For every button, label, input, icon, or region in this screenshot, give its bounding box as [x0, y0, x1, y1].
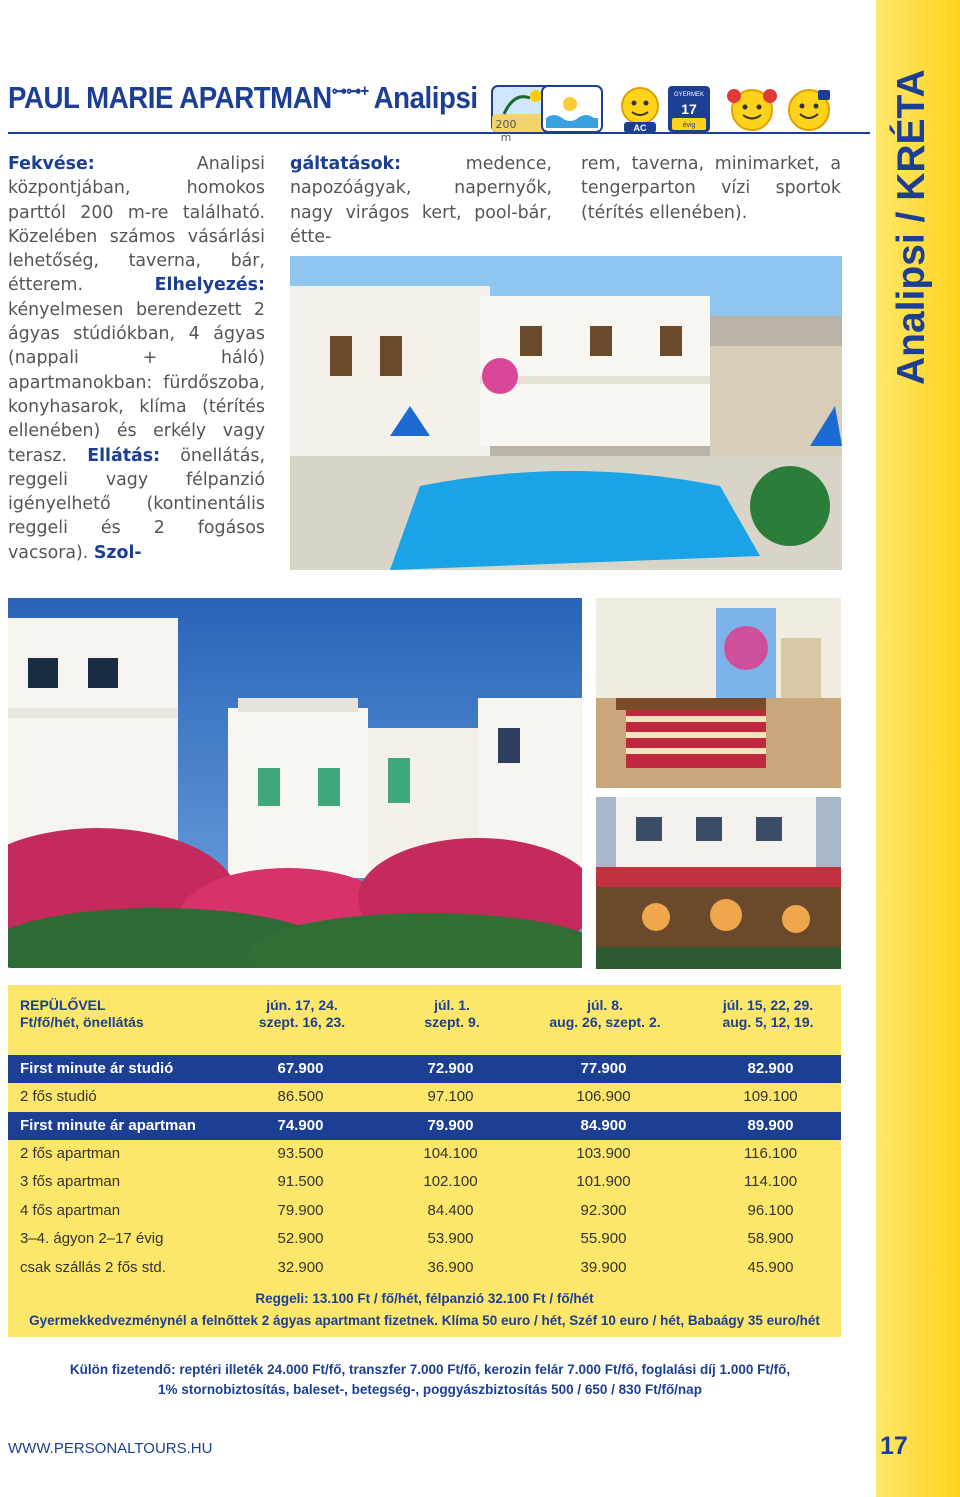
period-2-line2: szept. 9. [424, 1014, 480, 1030]
row-value: 39.900 [580, 1259, 627, 1276]
row-value: 74.900 [277, 1117, 324, 1134]
period-3-line2: aug. 26, szept. 2. [549, 1014, 661, 1030]
row-value: 109.100 [743, 1088, 798, 1105]
row-value: 79.900 [427, 1117, 474, 1134]
child-discount-note: Gyermekkedvezménynél a felnőttek 2 ágyas apartmant fizetnek. Klíma 50 euro / hét, Széf 10 euro / hét, Babaágy 35 euro/hét [29, 1313, 820, 1328]
ac-icon [612, 84, 668, 134]
restaurant-photo [596, 797, 841, 969]
services-text-part1: medence, napozóágyak, napernyők, nagy virágos kert, pool-bár, étte- [290, 154, 552, 247]
child-icon-top: GYERMEK [673, 92, 705, 98]
row-value: 79.900 [277, 1202, 324, 1219]
row-value: 82.900 [747, 1060, 794, 1077]
period-2-line1: júl. 1. [434, 997, 470, 1013]
row-value: 53.900 [427, 1230, 474, 1247]
child-age-icon [666, 84, 712, 134]
ac-icon-text: AC [633, 123, 647, 133]
table-row [8, 1254, 841, 1282]
meal-note: Reggeli: 13.100 Ft / fő/hét, félpanzió 32.100 Ft / fő/hét [255, 1291, 594, 1306]
row-value: 104.100 [423, 1145, 478, 1162]
period-1-line2: szept. 16, 23. [258, 1014, 346, 1030]
row-value: 91.500 [277, 1173, 324, 1190]
smiley-icon [784, 84, 834, 134]
row-label: 3–4. ágyon 2–17 évig [20, 1230, 164, 1247]
row-value: 116.100 [743, 1145, 798, 1162]
period-4-line2: aug. 5, 12, 19. [722, 1014, 814, 1030]
location-name: Analipsi [373, 80, 478, 115]
row-value: 45.900 [747, 1259, 794, 1276]
row-label: First minute ár apartman [20, 1117, 196, 1134]
row-value: 96.100 [747, 1202, 794, 1219]
distance-label: 200 m [495, 118, 517, 144]
table-row [8, 1225, 841, 1253]
side-label: Analipsi / KRÉTA [890, 69, 933, 385]
row-value: 72.900 [427, 1060, 474, 1077]
extra-fees-line1: Külön fizetendő: reptéri illeték 24.000 Ft/fő, transzfer 7.000 Ft/fő, kerozin felár 7.000 Ft/fő, foglalási díj 1.000 Ft/fő, [69, 1362, 791, 1377]
table-row [8, 1055, 841, 1083]
row-value: 106.900 [576, 1088, 631, 1105]
room-photo [596, 598, 841, 788]
row-value: 102.100 [423, 1173, 478, 1190]
row-value: 36.900 [427, 1259, 474, 1276]
location-label: Fekvése: [8, 154, 95, 174]
key-rating-icon: ⊶⊶+ [331, 81, 369, 101]
child-age-unit: évig [682, 122, 696, 129]
row-value: 58.900 [747, 1230, 794, 1247]
row-label: First minute ár studió [20, 1060, 174, 1077]
board-label: Ellátás: [87, 445, 161, 466]
row-value: 89.900 [747, 1117, 794, 1134]
pool-icon [540, 84, 604, 134]
row-value: 103.900 [576, 1145, 631, 1162]
services-label-part1: Szol- [93, 542, 142, 563]
row-value: 101.900 [576, 1173, 631, 1190]
row-label: csak szállás 2 fős std. [20, 1259, 166, 1276]
description-column-3 [581, 152, 841, 242]
row-value: 32.900 [277, 1259, 324, 1276]
period-header-4 [698, 997, 838, 1031]
child-age-text: 17 [681, 101, 697, 117]
row-value: 97.100 [427, 1088, 474, 1105]
table-header-label [20, 997, 240, 1031]
table-header-line1: REPÜLŐVEL [20, 997, 106, 1013]
period-header-2 [392, 997, 512, 1031]
page-number: 17 [880, 1432, 908, 1460]
table-row [8, 1197, 841, 1225]
child-icon [720, 84, 784, 134]
period-4-line1: júl. 15, 22, 29. [722, 997, 814, 1013]
page-title [8, 80, 478, 126]
row-value: 84.400 [427, 1202, 474, 1219]
accommodation-label: Elhelyezés: [154, 275, 265, 296]
services-label-part2: gáltatások: [290, 154, 402, 174]
price-table [8, 985, 841, 1337]
table-row [8, 1083, 841, 1111]
row-value: 92.300 [580, 1202, 627, 1219]
row-value: 114.100 [743, 1173, 798, 1190]
pool-photo [290, 256, 842, 570]
table-row [8, 1168, 841, 1196]
row-label: 2 fős apartman [20, 1145, 121, 1162]
row-value: 52.900 [277, 1230, 324, 1247]
accommodation-text: kényelmesen berendezett 2 ágyas stúdiókban, 4 ágyas (nappali + háló) apartmanokban: fürdőszoba, konyhasarok, klíma (térítés ellenében) és erkély vagy terasz. [8, 299, 265, 466]
hotel-name: PAUL MARIE APARTMAN [8, 80, 332, 115]
extra-fees [40, 1360, 820, 1400]
row-value: 84.900 [580, 1117, 627, 1134]
table-row [8, 1112, 841, 1140]
description-column-2 [290, 152, 552, 247]
table-row [8, 1140, 841, 1168]
row-value: 93.500 [277, 1145, 324, 1162]
row-label: 2 fős studió [20, 1088, 97, 1105]
row-label: 4 fős apartman [20, 1202, 121, 1219]
period-header-1 [242, 997, 362, 1031]
building-photo [8, 598, 582, 968]
description-column-1 [8, 152, 265, 582]
period-1-line1: jún. 17, 24. [266, 997, 338, 1013]
website-link[interactable]: WWW.PERSONALTOURS.HU [8, 1440, 213, 1457]
row-value: 86.500 [277, 1088, 324, 1105]
services-text-part2: rem, taverna, minimarket, a tengerparton vízi sportok (térítés ellenében). [581, 154, 841, 223]
period-3-line1: júl. 8. [587, 997, 623, 1013]
extra-fees-line2: 1% stornobiztosítás, baleset-, betegség-, poggyászbiztosítás 500 / 650 / 830 Ft/fő/nap [158, 1382, 702, 1397]
row-label: 3 fős apartman [20, 1173, 121, 1190]
table-header-line2: Ft/fő/hét, önellátás [20, 1014, 144, 1030]
period-header-3 [540, 997, 670, 1031]
location-text: Analipsi központjában, homokos parttól 200 m-re található. Közelében számos vásárlási lehetőség, taverna, bár, étterem. [8, 154, 265, 296]
row-value: 77.900 [580, 1060, 627, 1077]
board-text: önellátás, reggeli vagy félpanzió igényelhető (kontinentális reggeli és 2 fogásos vacsora). [8, 445, 265, 563]
row-value: 67.900 [277, 1060, 324, 1077]
row-value: 55.900 [580, 1230, 627, 1247]
